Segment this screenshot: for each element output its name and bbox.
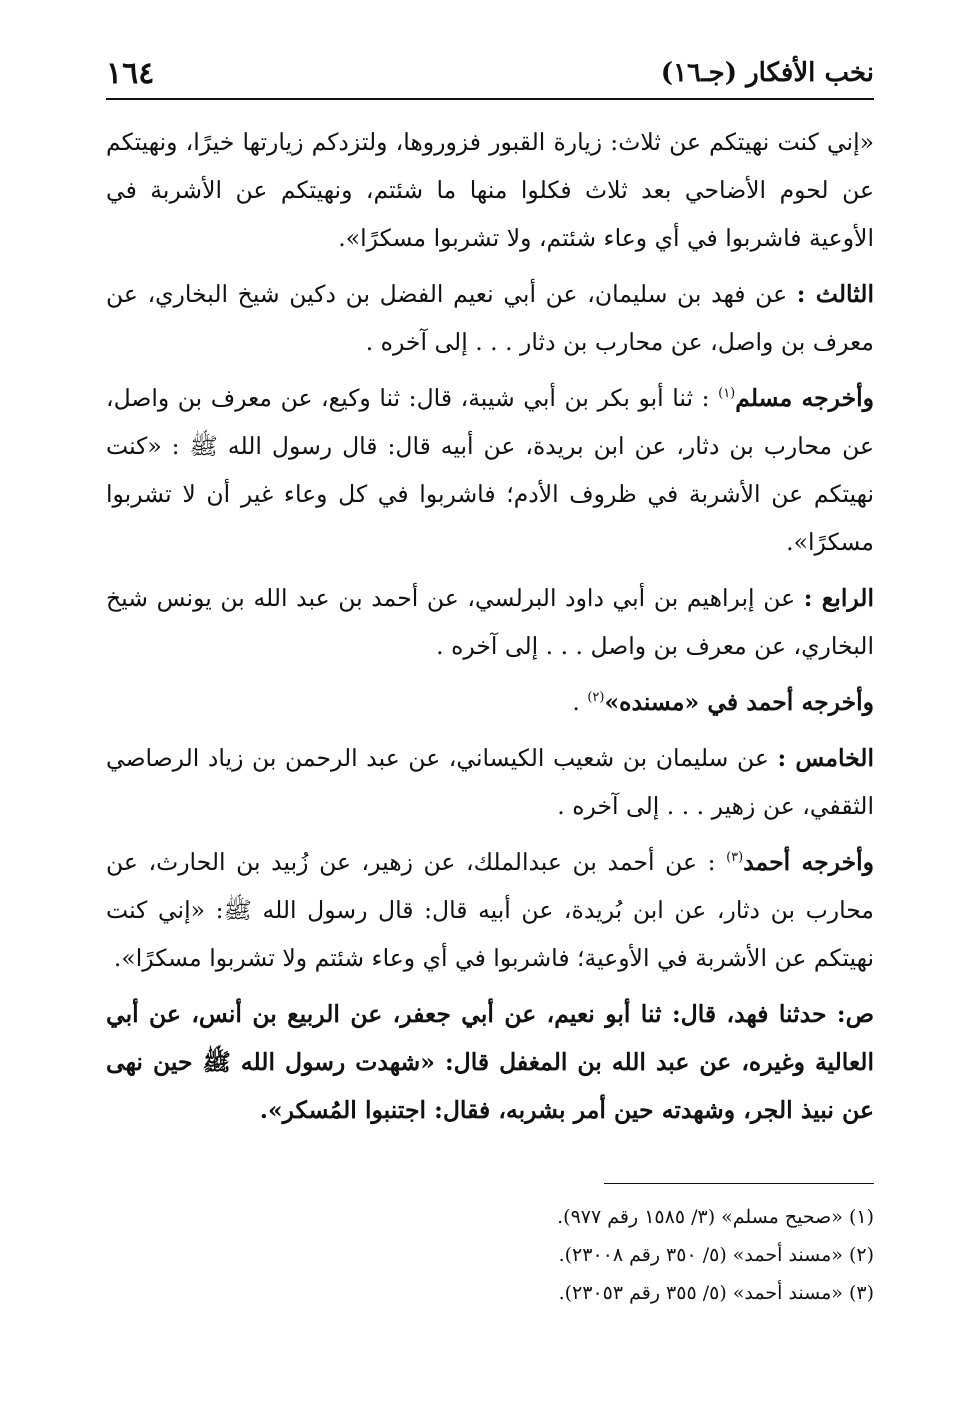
section-lead: وأخرجه أحمد في «مسنده» xyxy=(604,688,874,716)
header-rule xyxy=(106,98,874,100)
paragraph-text: : ثنا أبو بكر بن أبي شيبة، قال: ثنا وكيع، عن معرف بن واصل، عن محارب بن دثار، عن ابن بريدة، عن أبيه قال: قال رسول الله ﷺ : «كنت نهيتكم عن الأشربة في ظروف الأدم؛ فاشربوا في كل وعاء غير أن لا تشربوا مسكرًا». xyxy=(106,384,874,556)
footnote-3: (٣) «مسند أحمد» (٥/ ٣٥٥ رقم ٢٣٠٥٣). xyxy=(558,1282,874,1304)
paragraph-text: : عن أحمد بن عبدالملك، عن زهير، عن زُبيد بن الحارث، عن محارب بن دثار، عن ابن بُريدة، عن أبيه قال: قال رسول الله ﷺ: «إني كنت نهيتكم عن الأشربة في الأوعية؛ فاشربوا في أي وعاء شئتم ولا تشربوا مسكرًا». xyxy=(106,848,874,972)
paragraph-text: ص: حدثنا فهد، قال: ثنا أبو نعيم، عن أبي جعفر، عن الربيع بن أنس، عن أبي العالية وغيره، عن عبد الله بن المغفل قال: «شهدت رسول الله ﷺ حين نهى عن نبيذ الجر، وشهدته حين أمر بشربه، فقال: اجتنبوا المُسكر». xyxy=(106,1000,874,1124)
book-title: نخب الأفكار (جـ١٦) xyxy=(660,58,874,88)
footnotes xyxy=(106,1198,874,1312)
paragraph-text: عن إبراهيم بن أبي داود البرلسي، عن أحمد بن عبد الله بن يونس شيخ البخاري، عن معرف بن واصل . . . إلى آخره . xyxy=(106,584,874,660)
paragraph-fifth-chain xyxy=(106,734,874,830)
paragraph-fourth-chain xyxy=(106,574,874,670)
paragraph-text: عن فهد بن سليمان، عن أبي نعيم الفضل بن دكين شيخ البخاري، عن معرف بن واصل، عن محارب بن دثار . . . إلى آخره . xyxy=(106,280,874,356)
main-text xyxy=(106,118,874,1142)
footnote-ref: (٣) xyxy=(726,850,744,866)
section-lead: الرابع : xyxy=(803,584,874,612)
paragraph-text: . xyxy=(572,688,588,716)
paragraph-ahmad xyxy=(106,838,874,982)
footnote-ref: (١) xyxy=(718,386,736,402)
paragraph-ahmad-musnad xyxy=(106,678,874,726)
paragraph-third-chain xyxy=(106,270,874,366)
footnote-ref: (٢) xyxy=(587,690,605,706)
section-lead: الخامس : xyxy=(777,744,874,772)
section-lead: الثالث : xyxy=(796,280,874,308)
paragraph-text: عن سليمان بن شعيب الكيساني، عن عبد الرحمن بن زياد الرصاصي الثقفي، عن زهير . . . إلى آخره . xyxy=(106,744,874,820)
footnote-rule xyxy=(604,1183,874,1184)
footnote-2: (٢) «مسند أحمد» (٥/ ٣٥٠ رقم ٢٣٠٠٨). xyxy=(558,1244,874,1266)
footnote-1: (١) «صحيح مسلم» (٣/ ١٥٨٥ رقم ٩٧٧). xyxy=(557,1206,874,1228)
page-header xyxy=(106,50,874,96)
page-number: ١٦٤ xyxy=(106,55,155,91)
section-lead: وأخرجه مسلم xyxy=(735,384,874,412)
paragraph-text: «إني كنت نهيتكم عن ثلاث: زيارة القبور فزوروها، ولتزدكم زيارتها خيرًا، ونهيتكم عن لحوم الأضاحي بعد ثلاث فكلوا منها ما شئتم، ونهيتكم عن الأشربة في الأوعية فاشربوا في أي وعاء شئتم، ولا تشربوا مسكرًا». xyxy=(106,128,874,252)
paragraph-hadith-text xyxy=(106,118,874,262)
paragraph-muslim xyxy=(106,374,874,566)
paragraph-matn xyxy=(106,990,874,1134)
section-lead: وأخرجه أحمد xyxy=(743,848,874,876)
